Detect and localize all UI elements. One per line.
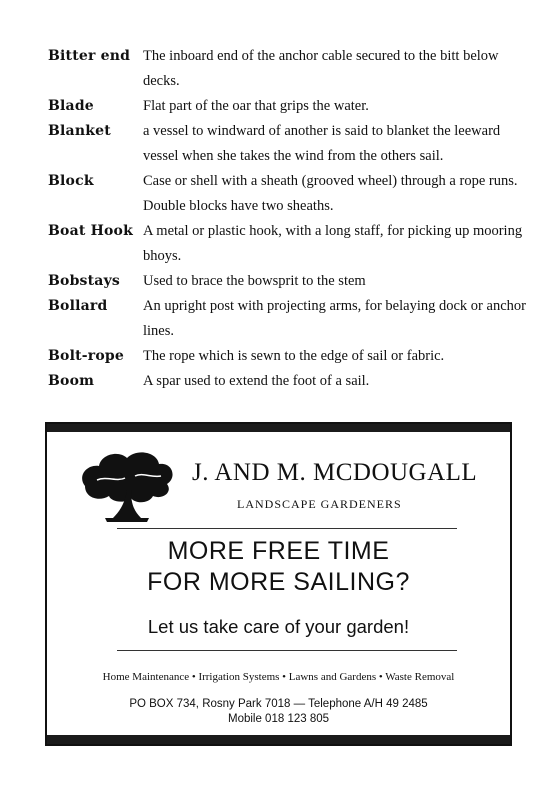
glossary-entry [48, 269, 538, 294]
ad-top-bar [47, 424, 510, 432]
glossary-entry [48, 119, 538, 169]
glossary-entry [48, 94, 538, 119]
glossary-term: Blade [48, 98, 94, 114]
glossary-definition: A spar used to extend the foot of a sail. [143, 373, 370, 389]
advertisement [45, 422, 512, 746]
company-name: J. AND M. MCDOUGALL [192, 459, 478, 486]
glossary-definition: A metal or plastic hook, with a long staff, for picking up mooring bhoys. [143, 223, 523, 264]
ad-bottom-bar [47, 735, 510, 744]
glossary-entry [48, 294, 538, 344]
ad-headline [47, 536, 510, 598]
divider [117, 650, 457, 651]
glossary-definition: Used to brace the bowsprit to the stem [143, 273, 366, 289]
glossary-list [48, 44, 538, 394]
ad-tagline: Let us take care of your garden! [147, 616, 410, 637]
tree-icon [77, 446, 177, 526]
glossary-term: Blanket [48, 123, 111, 139]
glossary-term: Bitter end [48, 48, 131, 64]
glossary-entry [48, 369, 538, 394]
glossary-definition: a vessel to windward of another is said to blanket the leeward vessel when she takes the wind from the others sail. [143, 123, 501, 164]
glossary-term: Bobstays [48, 273, 120, 289]
contact-mobile: Mobile 018 123 805 [227, 713, 330, 725]
glossary-term: Block [48, 173, 94, 189]
glossary-entry [48, 44, 538, 94]
glossary-definition: The inboard end of the anchor cable secured to the bitt below decks. [143, 48, 499, 89]
glossary-term: Boom [48, 373, 95, 389]
services-list: Home Maintenance • Irrigation Systems • Lawns and Gardens • Waste Removal [102, 671, 455, 683]
glossary-entry [48, 219, 538, 269]
glossary-term: Boat Hook [48, 223, 133, 239]
contact-address: PO BOX 734, Rosny Park 7018 — Telephone A/H 49 2485 [129, 698, 428, 710]
glossary-entry [48, 169, 538, 219]
company-subtitle: LANDSCAPE GARDENERS [237, 497, 402, 511]
glossary-term: Bolt-rope [48, 348, 124, 364]
glossary-definition: An upright post with projecting arms, for belaying dock or anchor lines. [143, 298, 526, 339]
glossary-definition: Flat part of the oar that grips the water. [143, 98, 369, 114]
contact-info [47, 697, 510, 727]
divider [117, 528, 457, 529]
glossary-definition: The rope which is sewn to the edge of sail or fabric. [143, 348, 445, 364]
glossary-entry [48, 344, 538, 369]
glossary-term: Bollard [48, 298, 108, 314]
glossary-definition: Case or shell with a sheath (grooved wheel) through a rope runs. Double blocks have two sheaths. [143, 173, 518, 214]
headline-line: FOR MORE SAILING? [147, 568, 410, 596]
headline-line: MORE FREE TIME [167, 537, 390, 565]
